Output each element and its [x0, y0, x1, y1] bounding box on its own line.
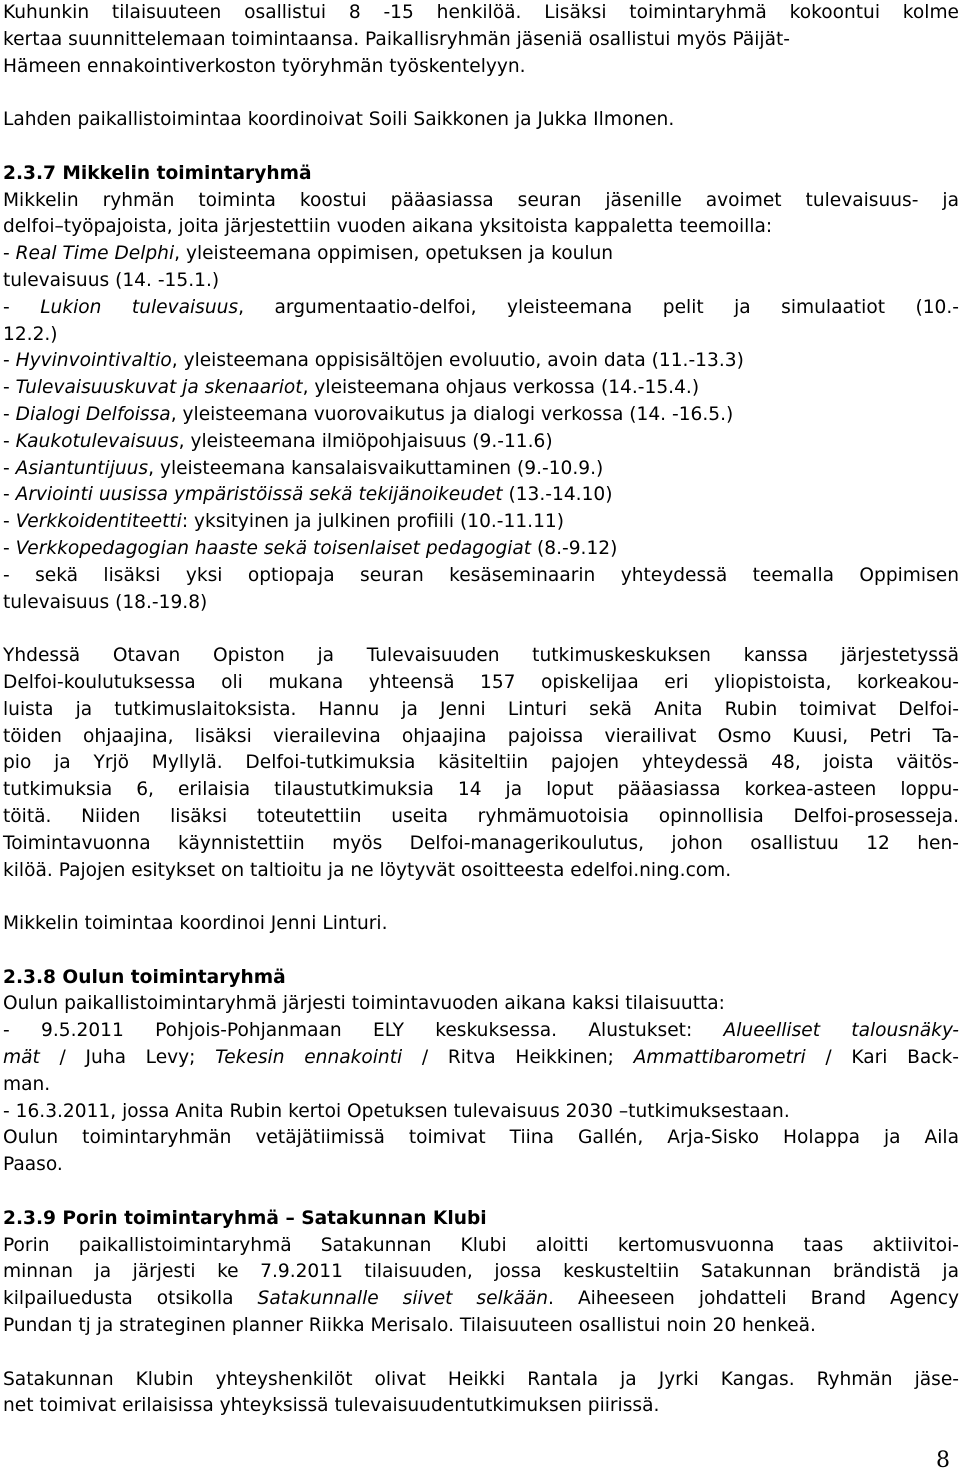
page-number: 8	[936, 1448, 950, 1473]
text-line: kilpailuedusta otsikolla Satakunnalle siivet selkään. Aiheeseen johdatteli Brand Agency	[3, 1288, 960, 1310]
blank-line	[3, 80, 959, 107]
theme-title: Tulevaisuuskuvat ja skenaariot	[15, 377, 303, 399]
text-line: delfoi–työpajoista, joita järjestettiin vuoden aikana yksitoista kappaletta teemoilla:	[3, 216, 773, 238]
theme-title: Kaukotulevaisuus	[15, 430, 179, 452]
text-line: Mikkelin ryhmän toiminta koostui pääasiassa seuran jäsenille avoimet tulevaisuus- ja	[3, 189, 959, 211]
text-line: Oulun toimintaryhmän vetäjätiimissä toimivat Tiina Gallén, Arja-Sisko Holappa ja Aila	[3, 1127, 959, 1149]
text-line: Delfoi-koulutuksessa oli mukana yhteensä 157 opiskelijaa eri yliopistoista, korkeakou-	[3, 671, 959, 693]
theme-title: Lukion tulevaisuus	[40, 296, 239, 318]
text-line: luista ja tutkimuslaitoksista. Hannu ja Jenni Linturi sekä Anita Rubin toimivat Delfoi-	[3, 698, 959, 720]
list-item: - sekä lisäksi yksi optiopaja seuran kesäseminaarin yhteydessä teemalla Oppimisen	[3, 564, 959, 586]
section-heading-2-3-7: 2.3.7 Mikkelin toimintaryhmä	[3, 162, 312, 184]
text-line: Kuhunkin tilaisuuteen osallistui 8 -15 henkilöä. Lisäksi toimintaryhmä kokoontui kolme	[3, 2, 959, 23]
text-line: mät / Juha Levy; Tekesin ennakointi / Ritva Heikkinen; Ammattibarometri / Kari Back-	[3, 1047, 959, 1069]
text-line: Pundan tj ja strateginen planner Riikka Merisalo. Tilaisuuteen osallistui noin 20 henkeä.	[3, 1315, 816, 1337]
text-line: - 9.5.2011 Pohjois-Pohjanmaan ELY keskuksessa. Alustukset: Alueelliset talousnäky-	[3, 1020, 959, 1042]
list-item: - Hyvinvointivaltio, yleisteemana oppisisältöjen evoluutio, avoin data (11.-13.3)	[3, 350, 744, 372]
blank-line	[3, 1340, 959, 1367]
text-line: Toimintavuonna käynnistettiin myös Delfoi-managerikoulutus, johon osallistuu 12 hen-	[3, 832, 959, 854]
text-line: Oulun paikallistoimintaryhmä järjesti toimintavuoden aikana kaksi tilaisuutta:	[3, 993, 725, 1015]
list-item-cont: tulevaisuus (14. -15.1.)	[3, 269, 220, 291]
text-line: net toimivat erilaisissa yhteyksissä tulevaisuudentutkimuksen piirissä.	[3, 1395, 660, 1417]
document-page	[3, 0, 959, 1420]
list-item: - Verkkopedagogian haaste sekä toisenlaiset pedagogiat (8.-9.12)	[3, 537, 618, 559]
text-line: Mikkelin toimintaa koordinoi Jenni Linturi.	[3, 913, 388, 935]
blank-line	[3, 134, 959, 161]
text-line: Porin paikallistoimintaryhmä Satakunnan Klubi aloitti kertomusvuonna taas aktiivitoi-	[3, 1234, 959, 1256]
text-line: Paaso.	[3, 1154, 63, 1176]
text-line: Satakunnan Klubin yhteyshenkilöt olivat Heikki Rantala ja Jyrki Kangas. Ryhmän jäse-	[3, 1368, 959, 1390]
blank-line	[3, 1179, 959, 1206]
text-line: Hämeen ennakointiverkoston työryhmän työskentelyyn.	[3, 55, 526, 77]
list-item: - Asiantuntijuus, yleisteemana kansalaisvaikuttaminen (9.-10.9.)	[3, 457, 604, 479]
list-item: - Lukion tulevaisuus, argumentaatio-delfoi, yleisteemana pelit ja simulaatiot (10.-	[3, 296, 960, 318]
theme-title: Verkkopedagogian haaste sekä toisenlaiset pedagogiat	[15, 537, 532, 559]
text-line: töiden ohjaajina, lisäksi vierailevina ohjaajina pajoissa vierailivat Osmo Kuusi, Petri Ta-	[3, 725, 959, 747]
blank-line	[3, 884, 959, 911]
text-line: Lahden paikallistoimintaa koordinoivat Soili Saikkonen ja Jukka Ilmonen.	[3, 109, 675, 131]
theme-title: Asiantuntijuus	[15, 457, 149, 479]
text-line: man.	[3, 1073, 51, 1095]
section-heading-2-3-8: 2.3.8 Oulun toimintaryhmä	[3, 966, 286, 988]
list-item: - Real Time Delphi, yleisteemana oppimisen, opetuksen ja koulun	[3, 243, 614, 265]
theme-title: Arviointi uusissa ympäristöissä sekä tekijänoikeudet	[15, 484, 503, 506]
text-line: töitä. Niiden lisäksi toteutettiin useita ryhmämuotoisia opinnollisia Delfoi-prosesseja.	[3, 805, 959, 827]
list-item: - Arviointi uusissa ympäristöissä sekä tekijänoikeudet (13.-14.10)	[3, 484, 613, 506]
list-item-cont: tulevaisuus (18.-19.8)	[3, 591, 208, 613]
text-line: kilöä. Pajojen esitykset on taltioitu ja ne löytyvät osoitteesta edelfoi.ning.com.	[3, 859, 732, 881]
blank-line	[3, 938, 959, 965]
text-line: tutkimuksia 6, erilaisia tilaustutkimuksia 14 ja loput pääasiassa korkea-asteen loppu-	[3, 779, 959, 801]
list-item: - Kaukotulevaisuus, yleisteemana ilmiöpohjaisuus (9.-11.6)	[3, 430, 553, 452]
theme-title: Dialogi Delfoissa	[15, 403, 171, 425]
text-line: Yhdessä Otavan Opiston ja Tulevaisuuden tutkimuskeskuksen kanssa järjestetyssä	[3, 645, 959, 667]
text-line: - 16.3.2011, jossa Anita Rubin kertoi Opetuksen tulevaisuus 2030 –tutkimuksestaan.	[3, 1100, 790, 1122]
list-item: - Dialogi Delfoissa, yleisteemana vuorovaikutus ja dialogi verkossa (14. -16.5.)	[3, 403, 734, 425]
text-line: kertaa suunnittelemaan toimintaansa. Paikallisryhmän jäseniä osallistui myös Päijät-	[3, 28, 790, 50]
list-item-cont: 12.2.)	[3, 323, 58, 345]
theme-title: Real Time Delphi	[15, 243, 175, 265]
blank-line	[3, 616, 959, 643]
section-heading-2-3-9: 2.3.9 Porin toimintaryhmä – Satakunnan Klubi	[3, 1207, 487, 1229]
theme-title: Hyvinvointivaltio	[15, 350, 172, 372]
text-line: minnan ja järjesti ke 7.9.2011 tilaisuuden, jossa keskusteltiin Satakunnan brändistä ja	[3, 1261, 959, 1283]
text-line: pio ja Yrjö Myllylä. Delfoi-tutkimuksia käsiteltiin pajojen yhteydessä 48, joista väitös-	[3, 752, 959, 774]
list-item: - Verkkoidentiteetti: yksityinen ja julkinen profiili (10.-11.11)	[3, 511, 564, 533]
theme-title: Verkkoidentiteetti	[15, 511, 182, 533]
list-item: - Tulevaisuuskuvat ja skenaariot, yleisteemana ohjaus verkossa (14.-15.4.)	[3, 377, 700, 399]
